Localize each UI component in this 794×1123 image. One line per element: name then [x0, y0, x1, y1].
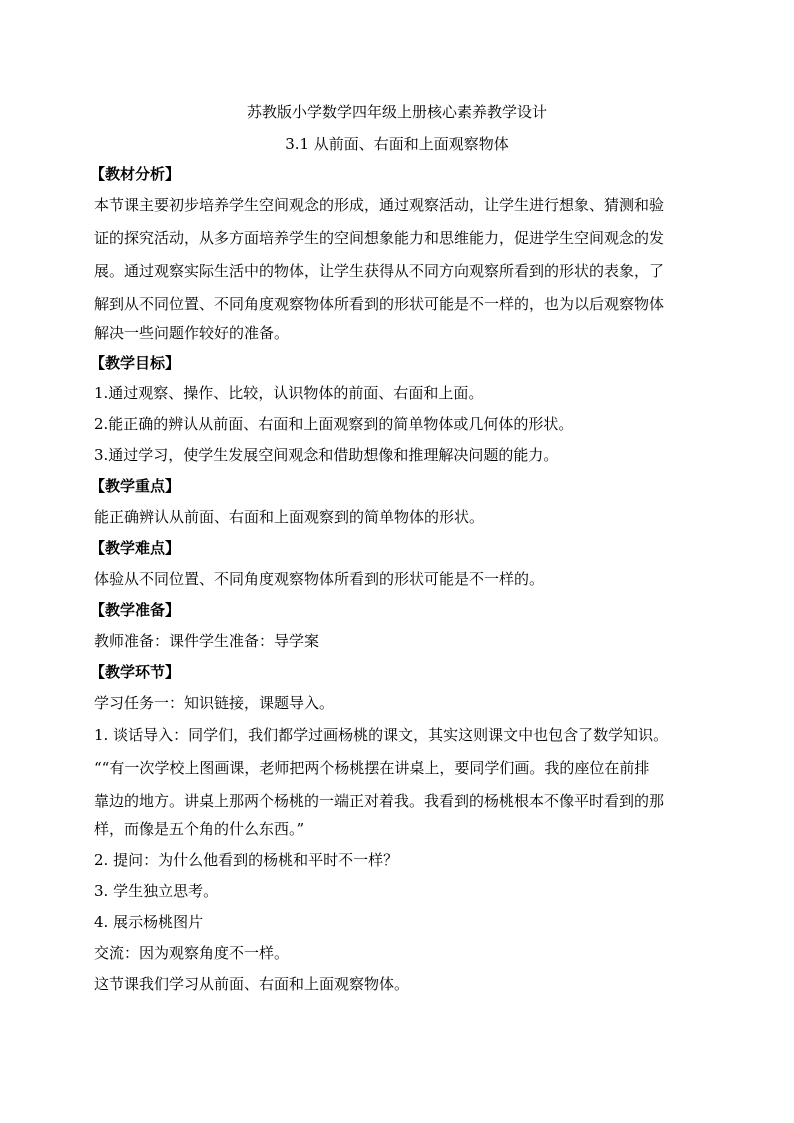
section-heading-preparation: 【教学准备】	[90, 601, 181, 619]
paragraph-line: 解到从不同位置、不同角度观察物体所看到的形状可能是不一样的，也为以后观察物体	[94, 295, 665, 313]
paragraph-line: 教师准备：课件学生准备：导学案	[94, 632, 320, 650]
paragraph-line: 本节课主要初步培养学生空间观念的形成，通过观察活动，让学生进行想象、猜测和验	[94, 196, 665, 214]
lesson-subtitle: 3.1 从前面、右面和上面观察物体	[285, 135, 509, 153]
paragraph-line: 展。通过观察实际生活中的物体，让学生获得从不同方向观察所看到的形状的表象，了	[94, 262, 665, 280]
paragraph-line: 证的探究活动，从多方面培养学生的空间想象能力和思维能力，促进学生空间观念的发	[94, 229, 665, 247]
paragraph-line: 3. 学生独立思考。	[94, 882, 219, 900]
paragraph-line: ““有一次学校上图画课，老师把两个杨桃摆在讲桌上，要同学们画。我的座位在前排	[94, 759, 650, 777]
section-heading-teaching-goals: 【教学目标】	[90, 354, 181, 372]
section-heading-difficulties: 【教学难点】	[90, 539, 181, 557]
paragraph-line: 能正确辨认从前面、右面和上面观察到的简单物体的形状。	[94, 508, 485, 526]
paragraph-line: 这节课我们学习从前面、右面和上面观察物体。	[94, 975, 410, 993]
paragraph-line: 4. 展示杨桃图片	[94, 913, 204, 931]
paragraph-line: 2. 提问：为什么他看到的杨桃和平时不一样？	[94, 851, 399, 869]
section-heading-key-points: 【教学重点】	[90, 477, 181, 495]
paragraph-line: 体验从不同位置、不同角度观察物体所看到的形状可能是不一样的。	[94, 570, 545, 588]
section-heading-teaching-process: 【教学环节】	[90, 663, 181, 681]
paragraph-line: 靠边的地方。讲桌上那两个杨桃的一端正对着我。我看到的杨桃根本不像平时看到的那	[94, 792, 665, 810]
goal-item: 1.通过观察、操作、比较，认识物体的前面、右面和上面。	[94, 384, 484, 402]
paragraph-line: 1. 谈话导入：同学们，我们都学过画杨桃的课文，其实这则课文中也包含了数学知识。	[94, 726, 669, 744]
paragraph-line: 样，而像是五个角的什么东西。”	[94, 820, 305, 838]
section-heading-material-analysis: 【教材分析】	[90, 165, 181, 183]
document-title: 苏教版小学数学四年级上册核心素养教学设计	[246, 103, 547, 121]
paragraph-line: 学习任务一：知识链接，课题导入。	[94, 694, 335, 712]
goal-item: 3.通过学习，使学生发展空间观念和借助想像和推理解决问题的能力。	[94, 446, 559, 464]
paragraph-line: 交流：因为观察角度不一样。	[94, 944, 290, 962]
goal-item: 2.能正确的辨认从前面、右面和上面观察到的简单物体或几何体的形状。	[94, 415, 574, 433]
paragraph-line: 解决一些问题作较好的准备。	[94, 324, 290, 342]
